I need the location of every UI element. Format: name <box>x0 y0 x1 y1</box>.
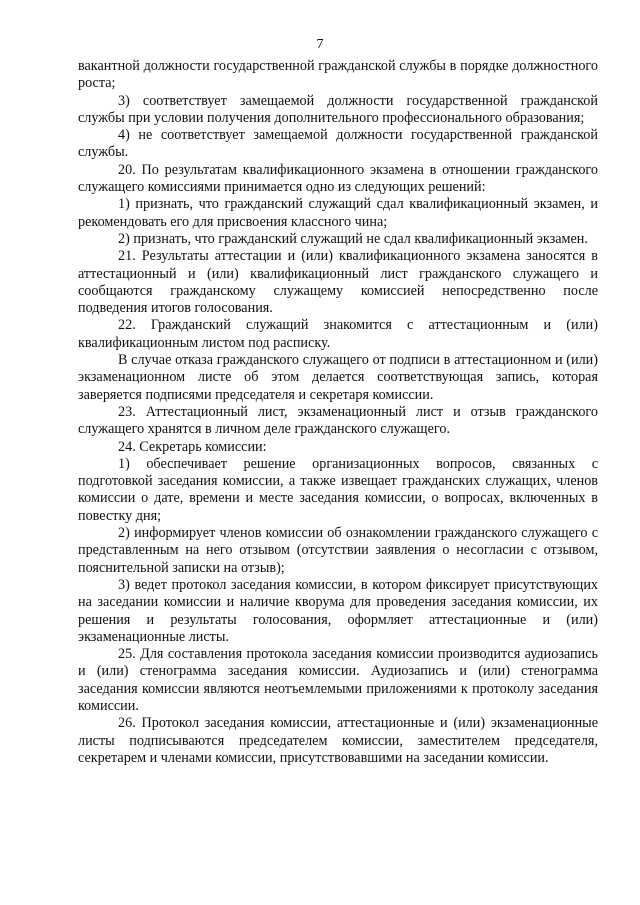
paragraph-clause-21: 21. Результаты аттестации и (или) квалификационного экзамена заносятся в аттестационный и (или) квалификационный лист гражданского служащего и сообщаются гражданскому служащему комиссией непосредственно после подведения итогов голосования. <box>78 248 598 317</box>
page-number: 7 <box>316 37 324 52</box>
paragraph-clause-24: 24. Секретарь комиссии: <box>118 438 267 455</box>
paragraph-clause-20: 20. По результатам квалификационного экзамена в отношении гражданского служащего комиссиями принимается одно из следующих решений: <box>78 161 598 196</box>
paragraph-clause-26: 26. Протокол заседания комиссии, аттестационные и (или) экзаменационные листы подписываются председателем комиссии, заместителем председателя, секретарем и членами комиссии, присутствовавшими на заседании комиссии. <box>78 715 598 766</box>
document-body <box>78 58 598 767</box>
paragraph-continuation: вакантной должности государственной гражданской службы в порядке должностного роста; <box>78 58 598 92</box>
paragraph-item-4: 4) не соответствует замещаемой должности государственной гражданской службы. <box>78 127 598 161</box>
paragraph-clause-24-item-3: 3) ведет протокол заседания комиссии, в котором фиксирует присутствующих на заседании комиссии и наличие кворума для проведения заседания комиссии, их решения и результаты голосования, оформляет аттестационные и (или) экзаменационные листы. <box>78 576 598 645</box>
paragraph-clause-20-item-1: 1) признать, что гражданский служащий сдал квалификационный экзамен, и рекомендовать его для присвоения классного чина; <box>78 196 598 230</box>
paragraph-clause-25: 25. Для составления протокола заседания комиссии производится аудиозапись и (или) стенограмма заседания комиссии. Аудиозапись и (или) стенограмма заседания комиссии являются неотъемлемыми приложениями к протоколу заседания комиссии. <box>78 646 598 714</box>
paragraph-clause-22-refusal: В случае отказа гражданского служащего от подписи в аттестационном и (или) экзаменационном листе об этом делается соответствующая запись, которая заверяется подписями председателя и секретаря комиссии. <box>78 352 598 403</box>
paragraph-clause-20-item-2: 2) признать, что гражданский служащий не сдал квалификационный экзамен. <box>118 230 588 247</box>
paragraph-item-3: 3) соответствует замещаемой должности государственной гражданской службы при условии получения дополнительного профессионального образования; <box>78 92 598 126</box>
paragraph-clause-24-item-1: 1) обеспечивает решение организационных вопросов, связанных с подготовкой заседания комиссии, а также извещает гражданских служащих, членов комиссии о дате, времени и месте заседания комиссии, о вопросах, включенных в повестку дня; <box>78 455 598 524</box>
paragraph-clause-22: 22. Гражданский служащий знакомится с аттестационным и (или) квалификационным листом под расписку. <box>78 317 598 351</box>
paragraph-clause-24-item-2: 2) информирует членов комиссии об ознакомлении гражданского служащего с представленным на него отзывом (отсутствии заявления о несогласии с отзывом, пояснительной записки на отзыв); <box>78 525 598 576</box>
paragraph-clause-23: 23. Аттестационный лист, экзаменационный лист и отзыв гражданского служащего хранятся в личном деле гражданского служащего. <box>78 403 598 438</box>
